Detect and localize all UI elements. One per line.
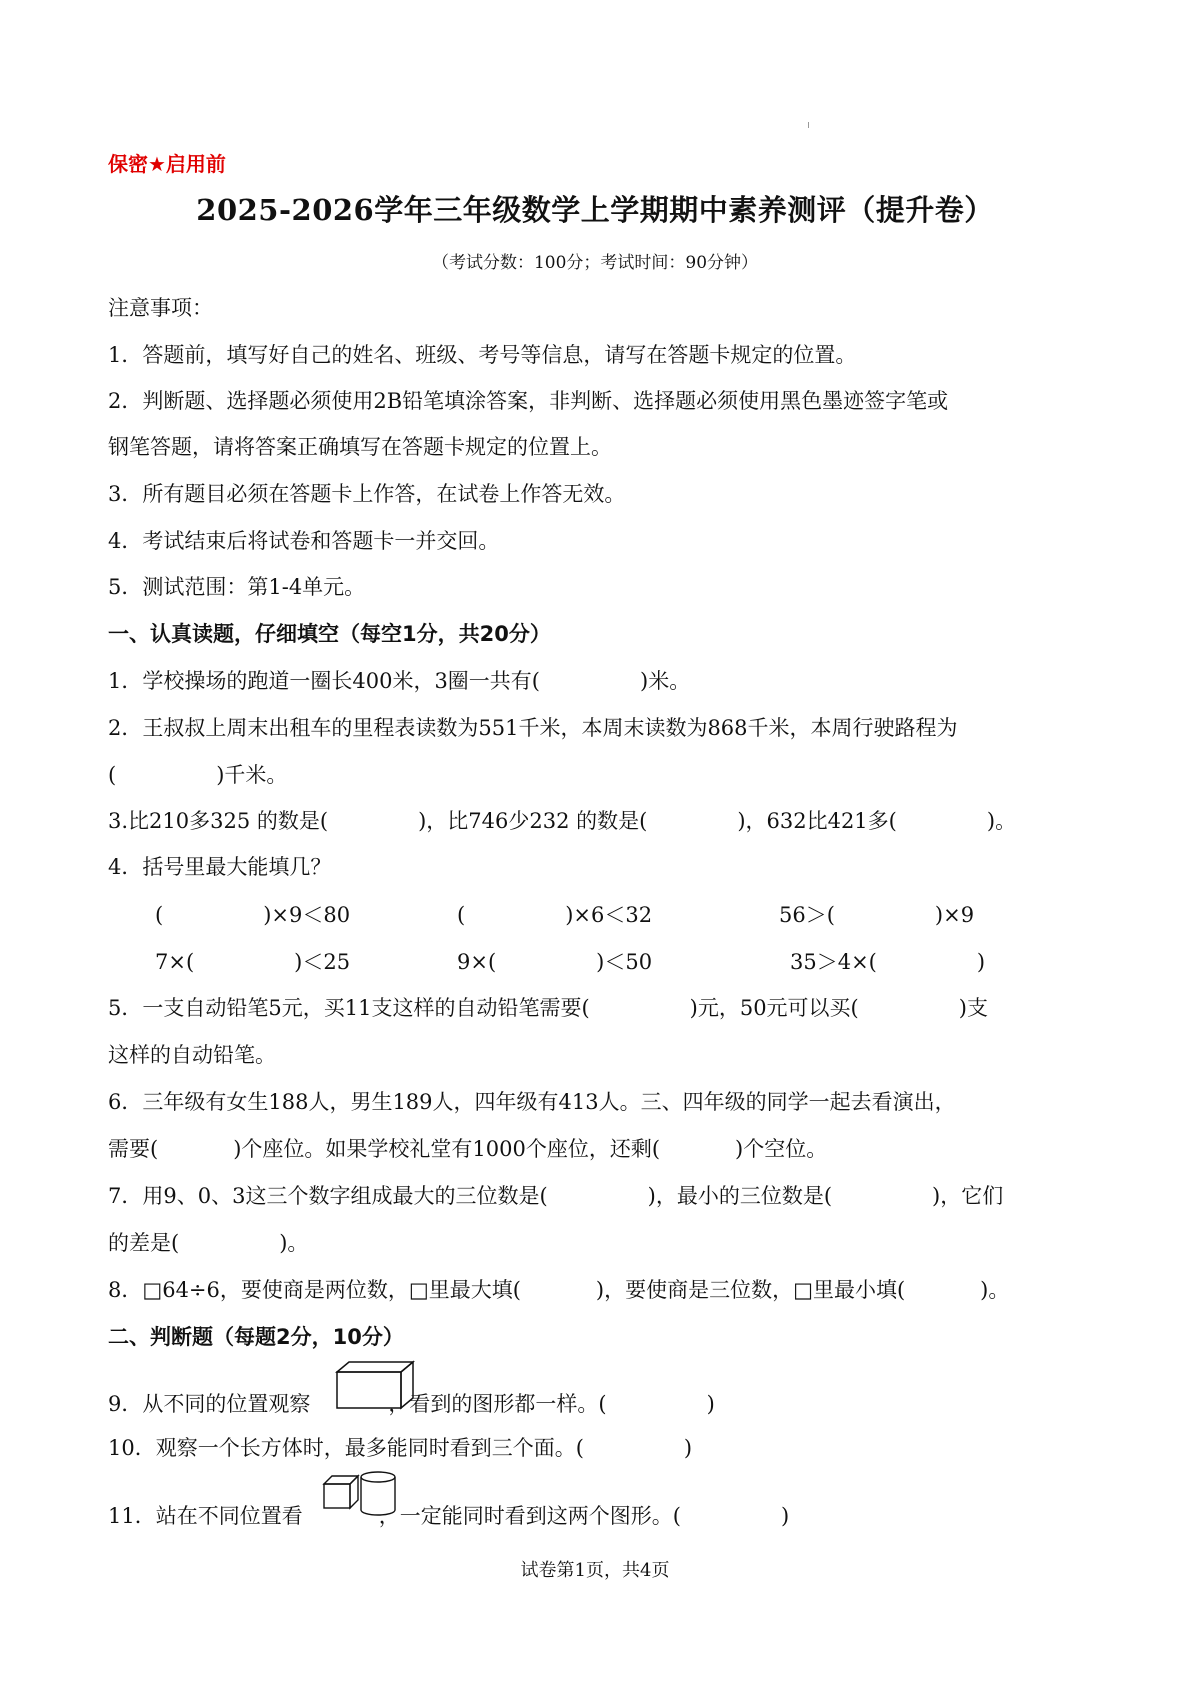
q6-text-a: 需要( <box>108 1137 159 1161</box>
cylinder-figure-icon <box>358 1470 398 1518</box>
question-7-line1 <box>108 1181 1003 1211</box>
q7-text-d: 的差是( <box>108 1231 180 1255</box>
section-2-heading: 二、判断题（每题2分，10分） <box>108 1325 404 1349</box>
exam-title: 2025-2026学年三年级数学上学期期中素养测评（提升卷） <box>196 193 994 227</box>
q10-text-a: 10．观察一个长方体时，最多能同时看到三个面。( <box>108 1436 584 1460</box>
q5-text-a: 5．一支自动铅笔5元，买11支这样的自动铅笔需要( <box>108 996 590 1020</box>
question-5-line2: 这样的自动铅笔。 <box>108 1043 276 1067</box>
section-1-heading: 一、认真读题，仔细填空（每空1分，共20分） <box>108 622 551 646</box>
q4-part: )＜25 <box>294 950 351 974</box>
q4-inequality <box>155 899 350 929</box>
q4-part: ) <box>976 950 986 974</box>
q6-text-b: )个座位。如果学校礼堂有1000个座位，还剩( <box>233 1137 661 1161</box>
q4-part: )×6＜32 <box>565 903 653 927</box>
note-item: 钢笔答题，请将答案正确填写在答题卡规定的位置上。 <box>108 435 612 459</box>
note-item: 1．答题前，填写好自己的姓名、班级、考号等信息，请写在答题卡规定的位置。 <box>108 343 857 367</box>
q4-part: ( <box>457 903 466 927</box>
question-10 <box>108 1433 692 1463</box>
q7-text-b: )，最小的三位数是( <box>647 1184 833 1208</box>
q9-text-a: 9．从不同的位置观察 <box>108 1392 311 1416</box>
q10-text-b: ) <box>683 1436 693 1460</box>
q11-text-a: 11．站在不同位置看 <box>108 1504 303 1528</box>
question-7-line2 <box>108 1228 308 1258</box>
q5-text-c: )支 <box>958 996 988 1020</box>
q1-text-b: )米。 <box>640 669 691 693</box>
question-8 <box>108 1275 1009 1305</box>
q2-text-a: ( <box>108 763 117 787</box>
q4-part: 35＞4×( <box>790 950 877 974</box>
note-item: 4．考试结束后将试卷和答题卡一并交回。 <box>108 529 500 553</box>
q4-part: )＜50 <box>596 950 653 974</box>
q1-text-a: 1．学校操场的跑道一圈长400米，3圈一共有( <box>108 669 540 693</box>
question-5-line1 <box>108 993 988 1023</box>
q3-text-c: )，632比421多( <box>737 809 897 833</box>
q4-part: 9×( <box>457 950 497 974</box>
q11-text-b: ，一定能同时看到这两个图形。( <box>378 1504 681 1528</box>
q9-text-b: ，看到的图形都一样。( <box>388 1392 607 1416</box>
q11-text-c: ) <box>780 1504 790 1528</box>
q4-inequality <box>457 899 652 929</box>
q4-part: )×9＜80 <box>263 903 351 927</box>
scan-mark <box>808 122 809 128</box>
question-6-line2 <box>108 1134 827 1164</box>
q4-part: 56＞( <box>779 903 835 927</box>
confidential-label: 保密★启用前 <box>108 152 226 176</box>
question-3 <box>108 806 1016 836</box>
question-2-line1: 2．王叔叔上周末出租车的里程表读数为551千米，本周末读数为868千米，本周行驶路程为 <box>108 716 958 740</box>
q8-text-a: 8．□64÷6，要使商是两位数，□里最大填( <box>108 1278 521 1302</box>
q4-inequality <box>790 946 985 976</box>
note-item: 5．测试范围：第1-4单元。 <box>108 575 366 599</box>
q4-part: 7×( <box>155 950 195 974</box>
question-4-stem: 4．括号里最大能填几？ <box>108 855 332 879</box>
q5-text-b: )元，50元可以买( <box>689 996 859 1020</box>
q9-text-c: ) <box>706 1392 715 1416</box>
note-item: 3．所有题目必须在答题卡上作答，在试卷上作答无效。 <box>108 482 626 506</box>
question-11 <box>108 1501 789 1531</box>
question-6-line1: 6．三年级有女生188人，男生189人，四年级有413人。三、四年级的同学一起去看演出， <box>108 1090 956 1114</box>
q8-text-b: )，要使商是三位数，□里最小填( <box>595 1278 906 1302</box>
exam-subtitle: （考试分数：100分；考试时间：90分钟） <box>431 253 759 273</box>
cube-figure-icon <box>322 1474 362 1510</box>
question-1 <box>108 666 690 696</box>
q6-text-c: )个空位。 <box>735 1137 828 1161</box>
q4-part: )×9 <box>934 903 975 927</box>
q7-text-e: )。 <box>279 1231 309 1255</box>
q4-inequality <box>779 899 974 929</box>
q7-text-c: )，它们 <box>932 1184 1004 1208</box>
cuboid-figure-icon <box>335 1360 415 1410</box>
page-footer: 试卷第1页，共4页 <box>520 1560 670 1581</box>
q8-text-c: )。 <box>980 1278 1010 1302</box>
q2-text-b: )千米。 <box>216 763 288 787</box>
notes-heading: 注意事项： <box>108 296 213 320</box>
q7-text-a: 7．用9、0、3这三个数字组成最大的三位数是( <box>108 1184 548 1208</box>
q4-inequality <box>155 946 350 976</box>
q3-text-a: 3.比210多325 的数是( <box>108 809 329 833</box>
q4-inequality <box>457 946 652 976</box>
q3-text-d: )。 <box>986 809 1017 833</box>
q3-text-b: )，比746少232 的数是( <box>418 809 648 833</box>
note-item: 2．判断题、选择题必须使用2B铅笔填涂答案，非判断、选择题必须使用黑色墨迹签字笔或 <box>108 389 949 413</box>
q4-part: ( <box>155 903 164 927</box>
question-2-line2 <box>108 760 287 790</box>
